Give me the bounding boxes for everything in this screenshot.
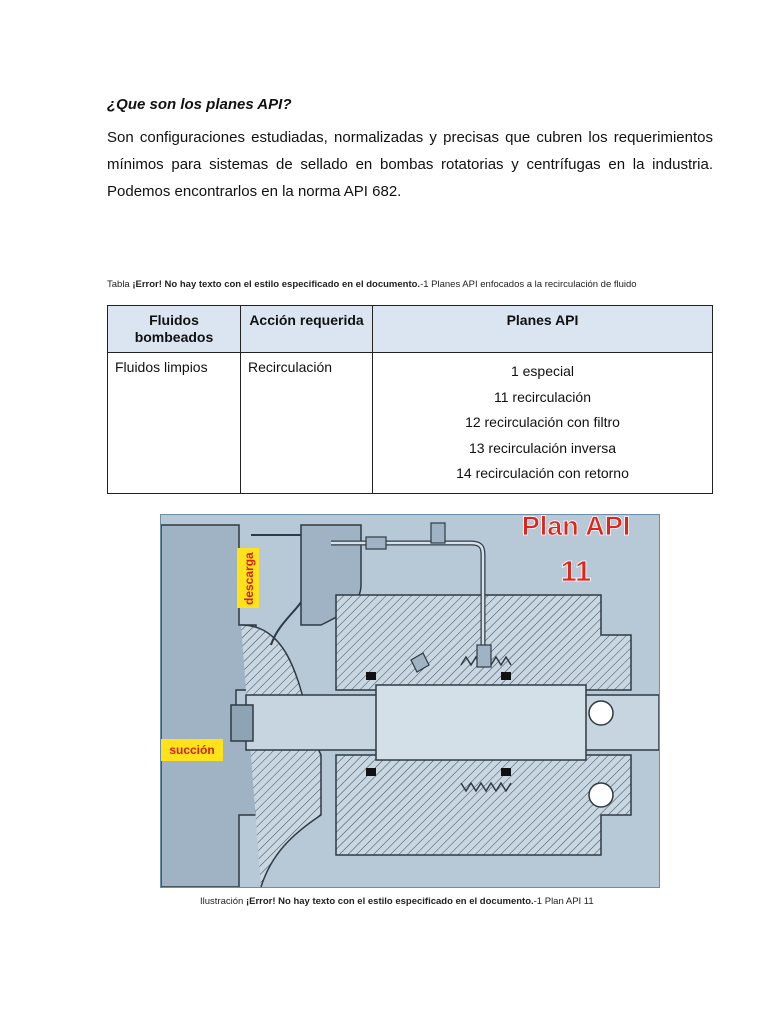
table-caption: [107, 279, 637, 290]
cell-action: Recirculación: [241, 353, 373, 494]
plan-api-11-figure: [160, 514, 660, 888]
table-caption-error: ¡Error! No hay texto con el estilo especificado en el documento.: [132, 279, 421, 290]
plan-item: 1 especial: [510, 363, 575, 379]
figure-caption-suffix: -1 Plan API 11: [533, 896, 594, 907]
plan-item: 12 recirculación con filtro: [465, 414, 620, 430]
label-descarga: descarga: [242, 552, 256, 605]
cell-fluid: Fluidos limpios: [108, 353, 241, 494]
header-fluidos: Fluidos bombeados: [108, 306, 241, 353]
table-row: [108, 353, 713, 494]
label-succion: succión: [169, 743, 215, 757]
cell-plans: [373, 353, 713, 494]
table-caption-suffix: -1 Planes API enfocados a la recirculación de fluido: [420, 279, 637, 290]
api-plans-table: [107, 305, 713, 494]
plan-item: 13 recirculación inversa: [468, 439, 617, 456]
figure-caption-error: ¡Error! No hay texto con el estilo especificado en el documento.: [245, 896, 534, 907]
plan-item: 11 recirculación: [493, 388, 591, 405]
pump-cross-section-drawing: [161, 515, 659, 887]
table-caption-prefix: Tabla: [107, 279, 133, 290]
figure-caption-prefix: Ilustración: [200, 896, 246, 907]
table-header-row: [108, 306, 713, 353]
figure-title-line2: 11: [560, 556, 592, 588]
intro-paragraph: Son configuraciones estudiadas, normalizadas y precisas que cubren los requerimientos mínimos para sistemas de sellado en bombas rotatorias y centrífugas en la industria. Podemos encontrarlos en la norma API 682.: [107, 129, 713, 200]
plan-item: 14 recirculación con retorno: [456, 465, 629, 481]
header-planes: Planes API: [373, 306, 713, 353]
figure-caption: [200, 896, 594, 907]
section-heading: ¿Que son los planes API?: [107, 96, 292, 113]
figure-title-line1: Plan API: [521, 515, 631, 541]
header-accion: Acción requerida: [241, 306, 373, 353]
